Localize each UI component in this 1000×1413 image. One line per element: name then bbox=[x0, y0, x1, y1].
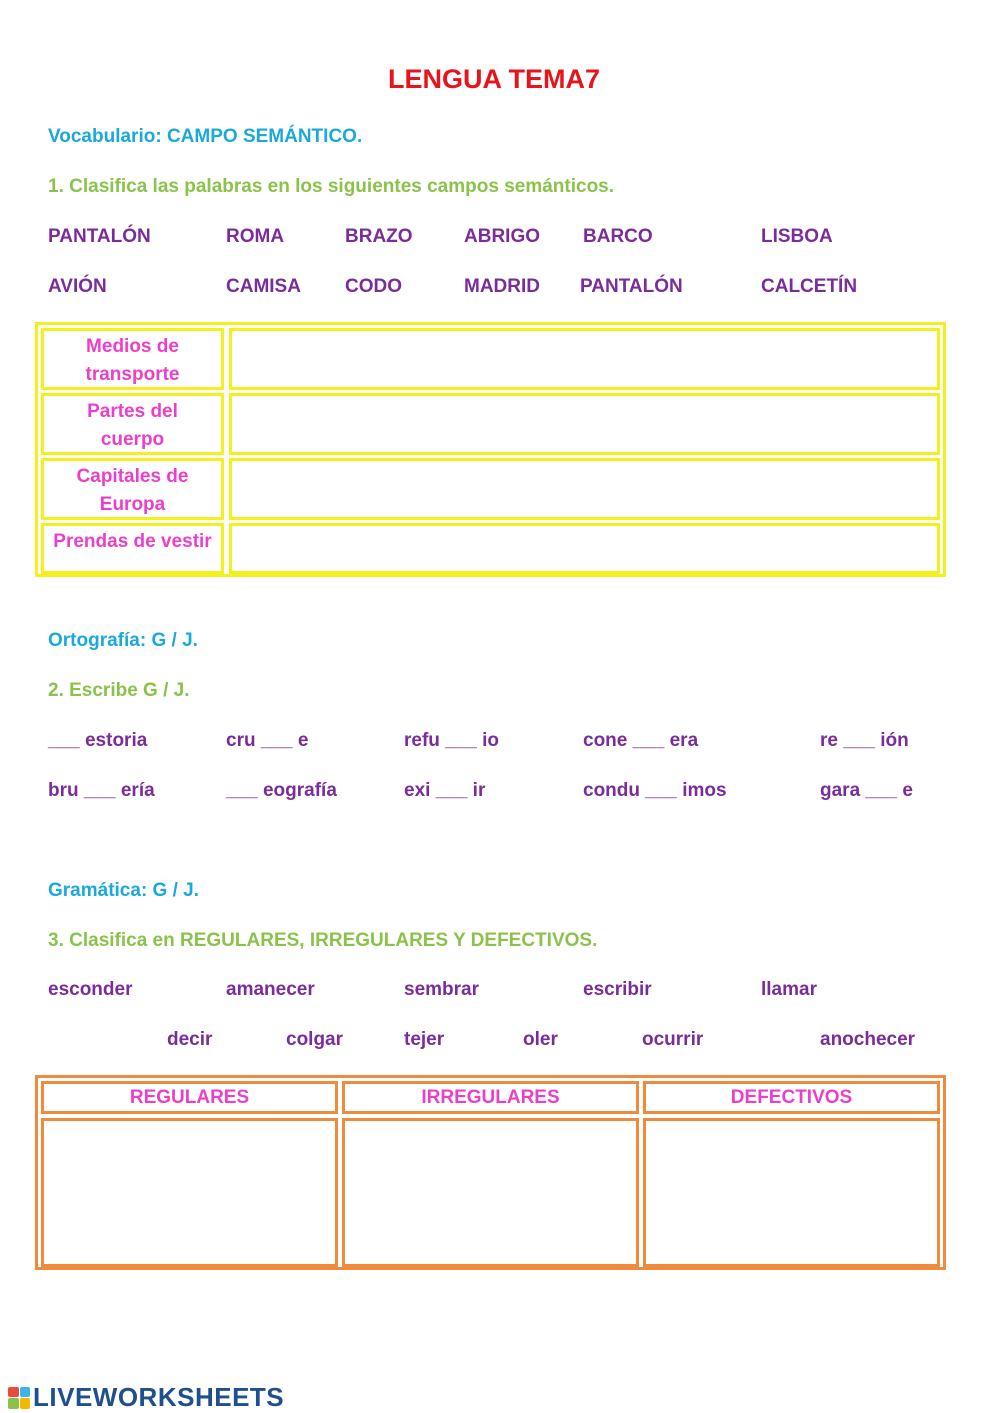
verb-item: ocurrir bbox=[642, 1029, 704, 1050]
word-item: CALCETÍN bbox=[761, 276, 858, 297]
gj-word[interactable]: cone ___ era bbox=[583, 730, 699, 751]
word-item: BRAZO bbox=[345, 226, 413, 247]
verb-item: escribir bbox=[583, 979, 652, 1000]
verb-item: colgar bbox=[286, 1029, 344, 1050]
logo-text: LIVEWORKSHEETS bbox=[33, 1382, 285, 1412]
word-item: PANTALÓN bbox=[48, 226, 151, 247]
answer-field-body-parts[interactable] bbox=[229, 393, 940, 455]
vocabulary-heading: Vocabulario: CAMPO SEMÁNTICO. bbox=[48, 126, 363, 147]
page-title: LENGUA TEMA7 bbox=[387, 64, 600, 94]
exercise-2-instruction: 2. Escribe G / J. bbox=[48, 680, 190, 701]
verb-item: oler bbox=[523, 1029, 558, 1050]
word-item: CAMISA bbox=[226, 276, 301, 297]
column-header: IRREGULARES bbox=[342, 1081, 639, 1114]
verb-item: llamar bbox=[761, 979, 817, 1000]
gj-word[interactable]: re ___ ión bbox=[820, 730, 909, 751]
table-row bbox=[41, 328, 940, 390]
word-item: MADRID bbox=[464, 276, 540, 297]
word-item: LISBOA bbox=[761, 226, 833, 247]
table-row bbox=[41, 458, 940, 520]
table-row bbox=[41, 393, 940, 455]
word-item: ABRIGO bbox=[464, 226, 540, 247]
orthography-heading: Ortografía: G / J. bbox=[48, 630, 198, 651]
liveworksheets-logo[interactable] bbox=[8, 1382, 284, 1413]
verb-item: sembrar bbox=[404, 979, 479, 1000]
word-item: ROMA bbox=[226, 226, 285, 247]
word-item: BARCO bbox=[583, 226, 653, 247]
word-item: CODO bbox=[345, 276, 402, 297]
gj-word[interactable]: ___ eografía bbox=[226, 780, 337, 801]
gj-word[interactable]: cru ___ e bbox=[226, 730, 309, 751]
verb-item: esconder bbox=[48, 979, 133, 1000]
exercise-3-instruction: 3. Clasifica en REGULARES, IRREGULARES Y DEFECTIVOS. bbox=[48, 930, 598, 951]
gj-word[interactable]: refu ___ io bbox=[404, 730, 500, 751]
gj-word[interactable]: exi ___ ir bbox=[404, 780, 486, 801]
answer-field-regulares[interactable] bbox=[41, 1118, 338, 1267]
semantic-field-table bbox=[35, 322, 946, 577]
gj-word[interactable]: gara ___ e bbox=[820, 780, 913, 801]
category-label: Capitales de Europa bbox=[41, 458, 224, 520]
gj-word[interactable]: condu ___ imos bbox=[583, 780, 727, 801]
answer-field-irregulares[interactable] bbox=[342, 1118, 639, 1267]
answer-field-defectivos[interactable] bbox=[643, 1118, 940, 1267]
gj-word[interactable]: bru ___ ería bbox=[48, 780, 155, 801]
answer-field-clothing[interactable] bbox=[229, 523, 940, 574]
grammar-heading: Gramática: G / J. bbox=[48, 880, 200, 901]
exercise-1-instruction: 1. Clasifica las palabras en los siguientes campos semánticos. bbox=[48, 176, 615, 197]
verb-item: tejer bbox=[404, 1029, 445, 1050]
logo-blocks-icon bbox=[8, 1387, 30, 1409]
verb-item: anochecer bbox=[820, 1029, 916, 1050]
column-header: DEFECTIVOS bbox=[643, 1081, 940, 1114]
word-item: PANTALÓN bbox=[580, 276, 683, 297]
table-row bbox=[41, 523, 940, 574]
answer-field-transport[interactable] bbox=[229, 328, 940, 390]
verb-item: amanecer bbox=[226, 979, 315, 1000]
verb-classification-table bbox=[35, 1075, 946, 1270]
category-label: Prendas de vestir bbox=[41, 523, 224, 574]
word-item: AVIÓN bbox=[48, 276, 107, 297]
category-label: Medios de transporte bbox=[41, 328, 224, 390]
column-header: REGULARES bbox=[41, 1081, 338, 1114]
gj-word[interactable]: ___ estoria bbox=[48, 730, 148, 751]
answer-field-capitals[interactable] bbox=[229, 458, 940, 520]
verb-item: decir bbox=[167, 1029, 213, 1050]
category-label: Partes del cuerpo bbox=[41, 393, 224, 455]
